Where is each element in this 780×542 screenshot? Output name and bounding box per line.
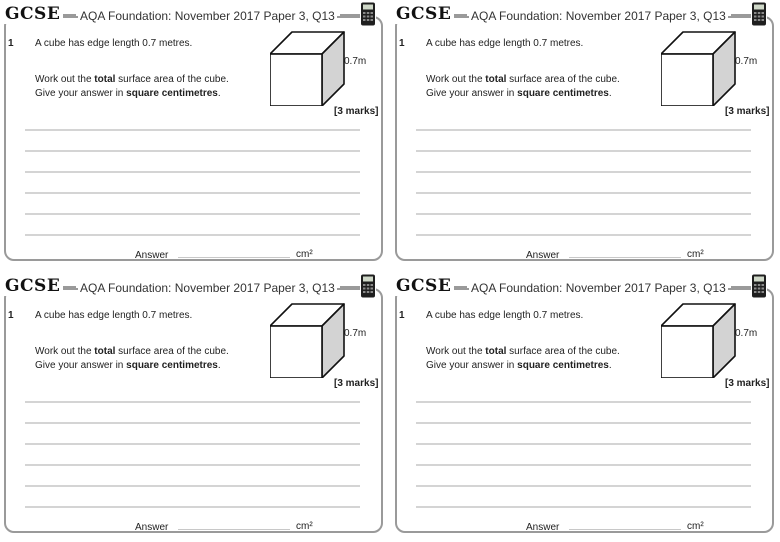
instruction-text: .	[608, 88, 612, 99]
question-stem: A cube has edge length 0.7 metres.	[426, 38, 584, 49]
working-line[interactable]	[416, 401, 751, 403]
working-line[interactable]	[25, 129, 360, 131]
answer-field[interactable]	[569, 257, 681, 258]
task-emphasis: total	[485, 346, 507, 357]
working-line[interactable]	[416, 485, 751, 487]
header-rule	[731, 286, 753, 288]
calculator-icon	[751, 274, 767, 298]
paper-title: AQA Foundation: November 2017 Paper 3, Q13	[471, 281, 726, 295]
question-number: 1	[8, 38, 14, 49]
task-text: surface area of the cube.	[506, 74, 620, 85]
task-emphasis: total	[485, 74, 507, 85]
cube-diagram	[661, 302, 737, 378]
working-line[interactable]	[416, 150, 751, 152]
task-text: Work out the	[426, 74, 486, 85]
answer-field[interactable]	[178, 529, 290, 530]
working-line[interactable]	[25, 150, 360, 152]
instruction-emphasis: square centimetres	[126, 88, 218, 99]
calculator-icon	[751, 2, 767, 26]
instruction-emphasis: square centimetres	[517, 88, 609, 99]
question-card	[0, 0, 390, 270]
question-card	[391, 0, 780, 270]
edge-length-label: 0.7m	[735, 56, 758, 67]
question-stem: A cube has edge length 0.7 metres.	[35, 38, 193, 49]
question-number: 1	[399, 310, 405, 321]
instruction-text: .	[217, 88, 221, 99]
instruction-text: .	[217, 360, 221, 371]
question-card	[0, 272, 390, 542]
task-text: surface area of the cube.	[506, 346, 620, 357]
working-line[interactable]	[25, 443, 360, 445]
question-instruction	[35, 88, 221, 99]
question-instruction	[426, 360, 612, 371]
cube-diagram	[270, 30, 346, 106]
task-text: surface area of the cube.	[115, 74, 229, 85]
working-line[interactable]	[25, 422, 360, 424]
instruction-emphasis: square centimetres	[517, 360, 609, 371]
working-line[interactable]	[416, 506, 751, 508]
answer-label: Answer	[135, 522, 169, 533]
working-line[interactable]	[416, 234, 751, 236]
working-line[interactable]	[25, 213, 360, 215]
paper-title: AQA Foundation: November 2017 Paper 3, Q13	[80, 9, 335, 23]
question-stem: A cube has edge length 0.7 metres.	[426, 310, 584, 321]
calculator-icon	[360, 2, 376, 26]
question-card	[391, 272, 780, 542]
paper-title: AQA Foundation: November 2017 Paper 3, Q13	[80, 281, 335, 295]
working-line[interactable]	[25, 192, 360, 194]
instruction-text: Give your answer in	[426, 88, 518, 99]
working-line[interactable]	[25, 485, 360, 487]
question-stem: A cube has edge length 0.7 metres.	[35, 310, 193, 321]
instruction-text: Give your answer in	[35, 88, 127, 99]
gcse-logo: GCSE	[393, 276, 454, 296]
question-task	[426, 74, 620, 85]
working-line[interactable]	[25, 234, 360, 236]
answer-label: Answer	[135, 250, 169, 261]
answer-unit: cm²	[687, 521, 704, 532]
cube-diagram	[661, 30, 737, 106]
question-instruction	[426, 88, 612, 99]
answer-label: Answer	[526, 522, 560, 533]
answer-unit: cm²	[296, 249, 313, 260]
marks-label: [3 marks]	[725, 106, 770, 117]
paper-title: AQA Foundation: November 2017 Paper 3, Q13	[471, 9, 726, 23]
instruction-text: .	[608, 360, 612, 371]
edge-length-label: 0.7m	[344, 328, 367, 339]
working-line[interactable]	[25, 506, 360, 508]
working-line[interactable]	[416, 443, 751, 445]
marks-label: [3 marks]	[334, 378, 379, 389]
answer-label: Answer	[526, 250, 560, 261]
working-line[interactable]	[416, 422, 751, 424]
working-line[interactable]	[416, 129, 751, 131]
task-text: surface area of the cube.	[115, 346, 229, 357]
gcse-logo: GCSE	[393, 4, 454, 24]
question-task	[35, 74, 229, 85]
instruction-emphasis: square centimetres	[126, 360, 218, 371]
working-line[interactable]	[416, 192, 751, 194]
calculator-icon	[360, 274, 376, 298]
working-line[interactable]	[25, 171, 360, 173]
working-line[interactable]	[416, 171, 751, 173]
instruction-text: Give your answer in	[426, 360, 518, 371]
working-line[interactable]	[25, 464, 360, 466]
task-text: Work out the	[35, 74, 95, 85]
task-emphasis: total	[94, 346, 116, 357]
instruction-text: Give your answer in	[35, 360, 127, 371]
answer-field[interactable]	[178, 257, 290, 258]
working-line[interactable]	[416, 464, 751, 466]
working-line[interactable]	[25, 401, 360, 403]
working-line[interactable]	[416, 213, 751, 215]
gcse-logo: GCSE	[2, 276, 63, 296]
question-number: 1	[399, 38, 405, 49]
edge-length-label: 0.7m	[344, 56, 367, 67]
answer-unit: cm²	[296, 521, 313, 532]
header-rule	[340, 14, 362, 16]
header-rule	[340, 286, 362, 288]
question-instruction	[35, 360, 221, 371]
question-task	[426, 346, 620, 357]
edge-length-label: 0.7m	[735, 328, 758, 339]
gcse-logo: GCSE	[2, 4, 63, 24]
task-text: Work out the	[35, 346, 95, 357]
header-rule	[731, 14, 753, 16]
cube-diagram	[270, 302, 346, 378]
question-task	[35, 346, 229, 357]
marks-label: [3 marks]	[725, 378, 770, 389]
question-number: 1	[8, 310, 14, 321]
answer-field[interactable]	[569, 529, 681, 530]
task-text: Work out the	[426, 346, 486, 357]
answer-unit: cm²	[687, 249, 704, 260]
task-emphasis: total	[94, 74, 116, 85]
marks-label: [3 marks]	[334, 106, 379, 117]
